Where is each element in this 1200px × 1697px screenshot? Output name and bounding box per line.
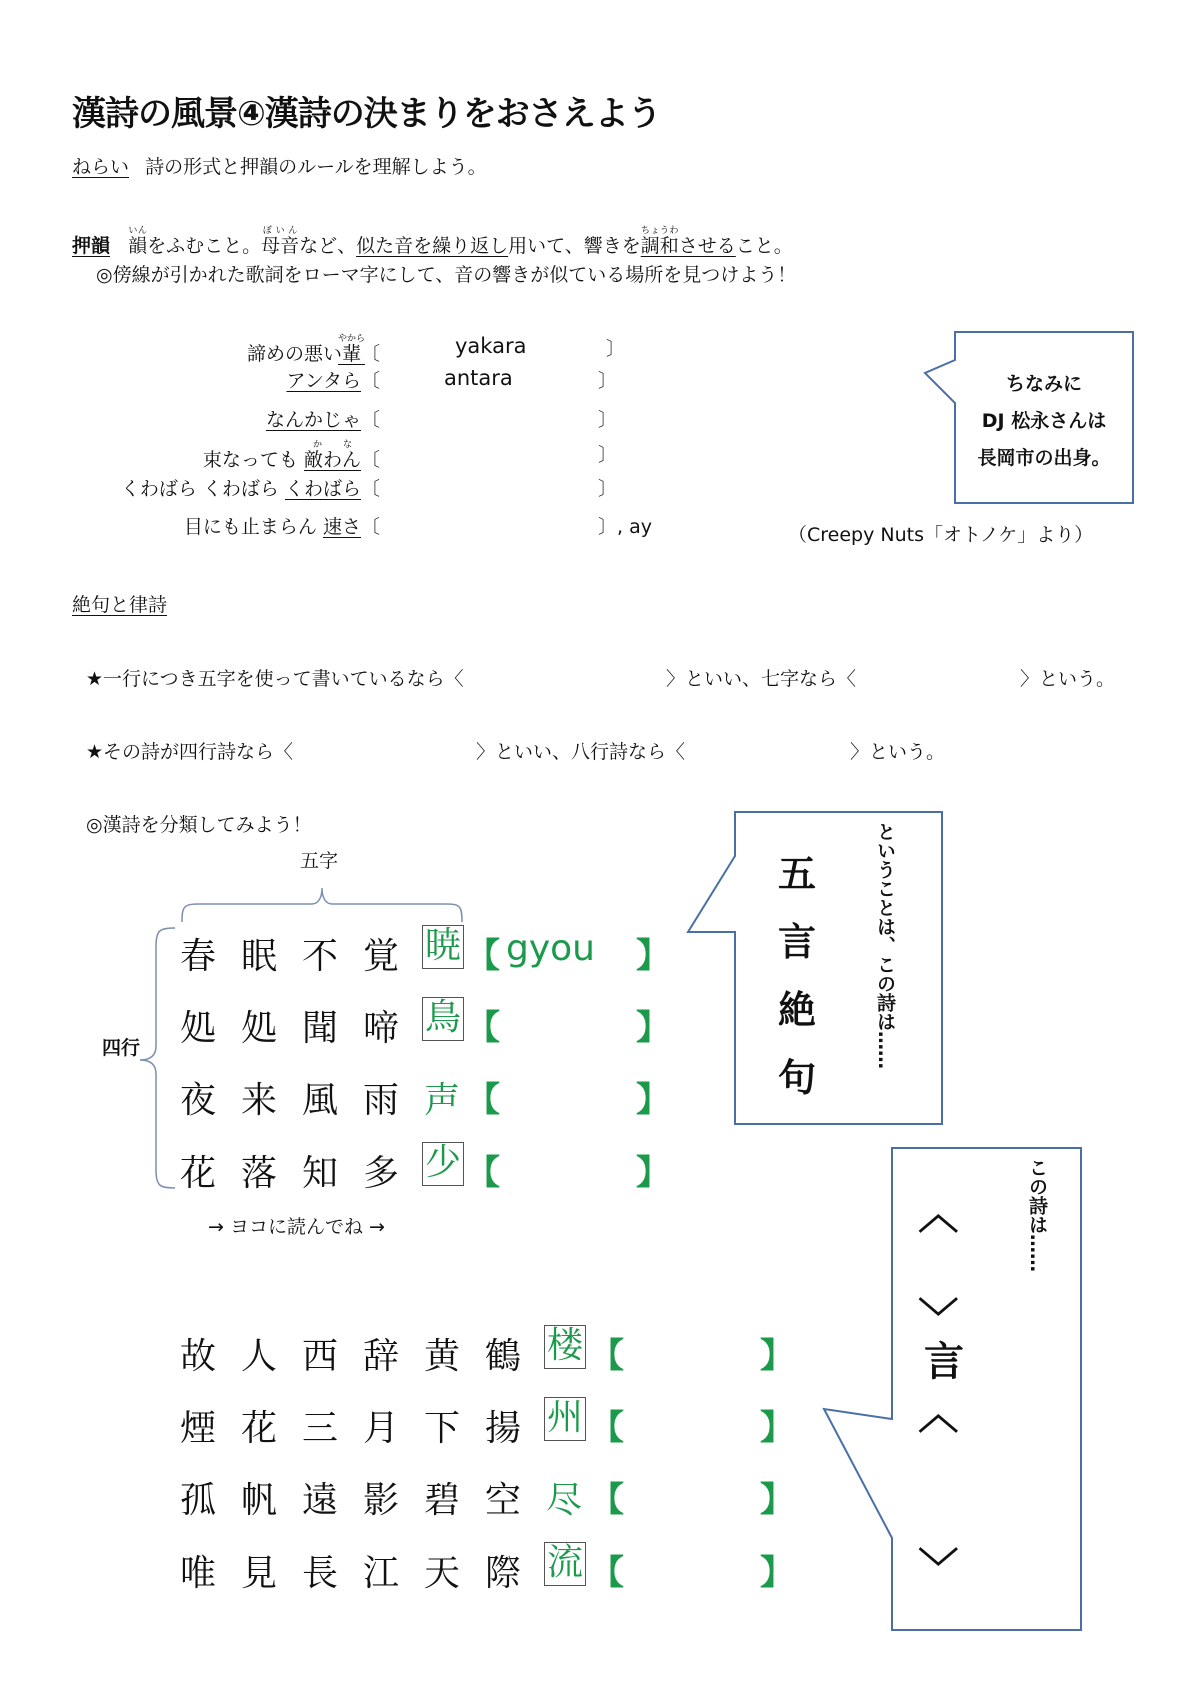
poem-char: 黄	[423, 1336, 460, 1377]
answer-open-bracket: 【	[466, 1008, 500, 1048]
ruby-boin: 母音ぼいん	[261, 226, 300, 257]
label-five-chars: 五字	[300, 850, 339, 872]
rhyme-char: 楼	[544, 1325, 586, 1369]
rhyme-char: 声	[423, 1080, 460, 1121]
note-bubble: ちなみに DJ 松永さんは 長岡市の出身。	[977, 373, 1111, 469]
poem-char: 月	[362, 1408, 399, 1449]
rhyme-label: 押韻	[72, 235, 111, 257]
poem-char: 処	[179, 1008, 216, 1049]
poem-char: 空	[484, 1480, 521, 1521]
lyric-text: くわばら くわばら くわばら〔	[120, 478, 380, 500]
question-2: ★その詩が四行詩なら〈 〉といい、八行詩なら〈 〉という。	[86, 741, 946, 763]
bubble2-open-1: 〈	[913, 1193, 960, 1234]
poem-char: 際	[484, 1553, 521, 1594]
rhyme-definition: 押韻 韻いんをふむこと。母音ぼいんなど、似た音を繰り返し用いて、響きを調和ちょうわさせること。	[72, 226, 793, 257]
poem-char: 三	[301, 1408, 338, 1449]
ruby-in: 韻いん	[128, 226, 148, 257]
answer-close-bracket: 】	[760, 1336, 794, 1376]
lyric-text: 束なっても 敵わんかな〔	[202, 440, 380, 471]
underlined-phrase: 似た音を繰り返し	[356, 235, 509, 257]
answer-open-bracket: 【	[466, 936, 500, 976]
answer-close-bracket: 】	[636, 936, 670, 976]
lyric-underlined: 輩やから	[337, 334, 365, 365]
lyric-text: 目にも止まらん 速さ〔	[183, 516, 380, 538]
lyric-answer-field[interactable]: antara	[444, 366, 513, 390]
lyric-close-bracket: 〕	[598, 478, 618, 500]
aim-text: 詩の形式と押韻のルールを理解しよう。	[145, 156, 487, 178]
page-title: 漢詩の風景④漢詩の決まりをおさえよう	[72, 94, 661, 134]
poem-char: 花	[240, 1408, 277, 1449]
section-heading: 絶句と律詩	[72, 594, 168, 616]
poem-char: 来	[240, 1080, 277, 1121]
lyric-underlined: 速さ	[322, 516, 361, 538]
rhyme-char: 暁	[422, 925, 464, 969]
bubble2-close-1: 〉	[913, 1296, 960, 1337]
lyric-close-bracket: 〕	[598, 409, 618, 431]
poem-char: 煙	[179, 1408, 216, 1449]
lyric-text: なんかじゃ〔	[265, 409, 380, 431]
lyric-close-bracket: 〕	[598, 444, 618, 466]
lyric-underlined: 敵わんかな	[303, 440, 361, 471]
poem-char: 落	[240, 1153, 277, 1194]
poem-char: 春	[179, 936, 216, 977]
lyric-close-bracket: 〕, ay	[598, 516, 652, 538]
poem-char: 見	[240, 1553, 277, 1594]
rhyme-char: 鳥	[422, 997, 464, 1041]
poem-char: 覚	[362, 936, 399, 977]
poem-char: 鶴	[484, 1336, 521, 1377]
question-1: ★一行につき五字を使って書いているなら〈 〉といい、七字なら〈 〉という。	[86, 668, 1116, 690]
ruby-chouwa: 調和ちょうわ	[640, 226, 679, 257]
source-credit: （Creepy Nuts「オトノケ」より）	[788, 524, 1094, 546]
bubble2-mid-char: 言	[924, 1339, 964, 1385]
romaji-answer-field[interactable]: gyou	[506, 928, 595, 969]
bubble1-side-text: ということは、この詩は……	[874, 822, 896, 1069]
answer-close-bracket: 】	[636, 1153, 670, 1193]
answer-open-bracket: 【	[590, 1480, 624, 1520]
lyric-text: 諦めの悪い輩やから〔	[246, 334, 380, 365]
poem-char: 不	[301, 936, 338, 977]
lyric-underlined: アンタら	[286, 370, 361, 392]
lyric-underlined: なんかじゃ	[265, 409, 361, 431]
poem-char: 辞	[362, 1336, 399, 1377]
poem-char: 啼	[362, 1008, 399, 1049]
poem-char: 多	[362, 1153, 399, 1194]
rhyme-char: 州	[544, 1397, 586, 1441]
rhyme-char: 流	[544, 1542, 586, 1586]
answer-close-bracket: 】	[760, 1553, 794, 1593]
poem-char: 花	[179, 1153, 216, 1194]
bubble2-close-2: 〉	[913, 1546, 960, 1587]
poem-char: 下	[423, 1408, 460, 1449]
answer-open-bracket: 【	[590, 1408, 624, 1448]
answer-close-bracket: 】	[636, 1080, 670, 1120]
answer-close-bracket: 】	[760, 1408, 794, 1448]
aim-label: ねらい	[72, 156, 130, 178]
lyric-text: アンタら〔	[286, 370, 380, 392]
poem-char: 揚	[484, 1408, 521, 1449]
lyric-close-bracket: 〕	[598, 370, 618, 392]
lyric-underlined: くわばら	[284, 478, 361, 500]
lyric-close-bracket: 〕	[606, 338, 626, 360]
poem-char: 長	[301, 1553, 338, 1594]
poem-char: 故	[179, 1336, 216, 1377]
answer-close-bracket: 】	[760, 1480, 794, 1520]
poem-char: 西	[301, 1336, 338, 1377]
poem-char: 唯	[179, 1553, 216, 1594]
poem-char: 処	[240, 1008, 277, 1049]
read-hint: → ヨコに読んでね →	[208, 1216, 385, 1238]
poem-char: 孤	[179, 1480, 216, 1521]
poem-char: 眠	[240, 936, 277, 977]
answer-open-bracket: 【	[466, 1080, 500, 1120]
classify-instruction: ◎漢詩を分類してみよう！	[86, 814, 312, 836]
poem-char: 天	[423, 1553, 460, 1594]
poem-char: 知	[301, 1153, 338, 1194]
label-four-lines: 四行	[102, 1037, 141, 1059]
rhyme-char: 尽	[545, 1480, 582, 1521]
answer-open-bracket: 【	[590, 1553, 624, 1593]
bubble2-open-2: 〈	[913, 1393, 960, 1434]
rhyme-instruction: ◎傍線が引かれた歌詞をローマ字にして、音の響きが似ている場所を見つけよう！	[96, 264, 797, 286]
poem-char: 人	[240, 1336, 277, 1377]
bubble2-side-text: この詩は……	[1026, 1158, 1048, 1272]
rhyme-char: 少	[422, 1142, 464, 1186]
answer-open-bracket: 【	[590, 1336, 624, 1376]
poem-char: 遠	[301, 1480, 338, 1521]
lyric-answer-field[interactable]: yakara	[455, 334, 527, 358]
poem-char: 夜	[179, 1080, 216, 1121]
poem-char: 聞	[301, 1008, 338, 1049]
poem-char: 帆	[240, 1480, 277, 1521]
bubble1-answer: 五 言 絶 句	[777, 852, 816, 1100]
poem-char: 影	[362, 1480, 399, 1521]
poem-char: 江	[362, 1553, 399, 1594]
poem-char: 碧	[423, 1480, 460, 1521]
answer-close-bracket: 】	[636, 1008, 670, 1048]
answer-open-bracket: 【	[466, 1153, 500, 1193]
poem-char: 風	[301, 1080, 338, 1121]
poem-char: 雨	[362, 1080, 399, 1121]
